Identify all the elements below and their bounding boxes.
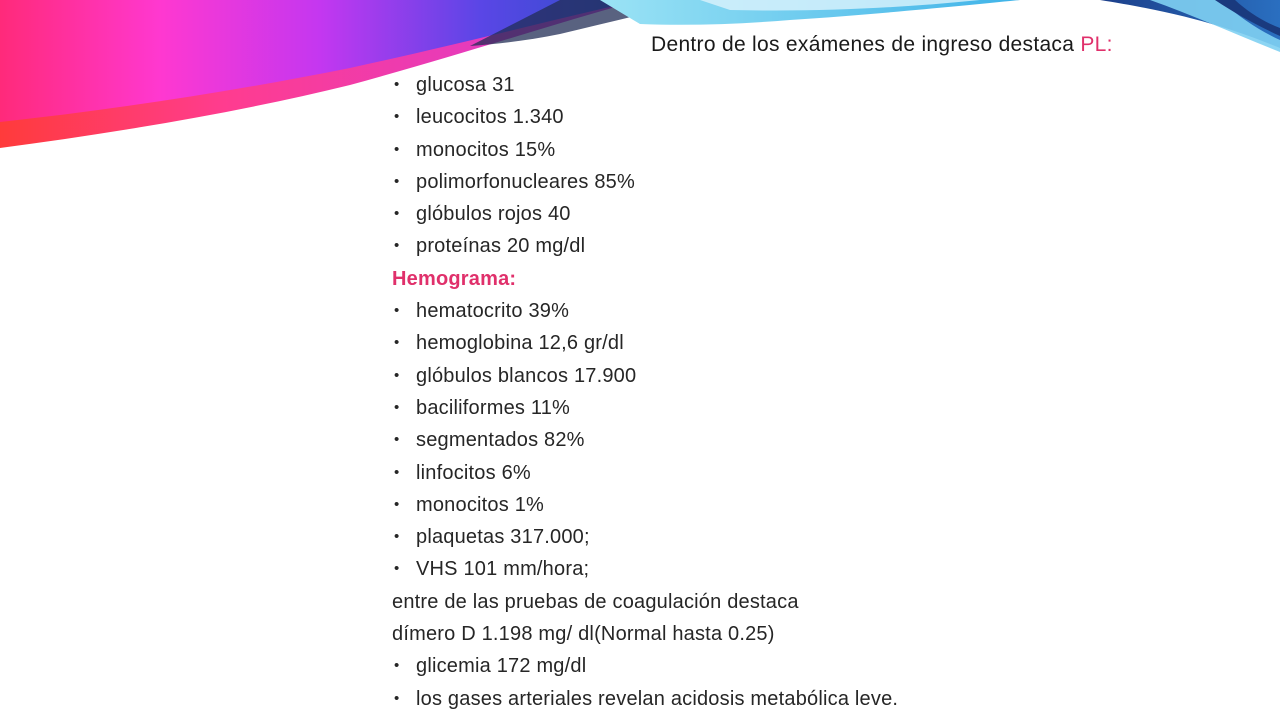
text-line: entre de las pruebas de coagulación destaca [392, 590, 799, 613]
list-item: • glóbulos blancos 17.900 [392, 360, 1252, 392]
lab-results-list [392, 69, 1252, 715]
slide-title-accent: PL: [1080, 33, 1113, 56]
list-item: • leucocitos 1.340 [392, 101, 1252, 133]
list-item: • hematocrito 39% [392, 295, 1252, 327]
text-line: dímero D 1.198 mg/ dl(Normal hasta 0.25) [392, 623, 775, 646]
list-item: • plaquetas 317.000; [392, 521, 1252, 553]
slide-title [651, 33, 1113, 57]
list-item: • monocitos 15% [392, 134, 1252, 166]
list-item: • baciliformes 11% [392, 392, 1252, 424]
list-item: • glicemia 172 mg/dl [392, 650, 1252, 682]
slide-title-text: Dentro de los exámenes de ingreso destaca [651, 33, 1075, 56]
list-item: • segmentados 82% [392, 424, 1252, 456]
list-item: • monocitos 1% [392, 489, 1252, 521]
list-item: • glóbulos rojos 40 [392, 198, 1252, 230]
section-heading: Hemograma: [392, 267, 517, 290]
list-item: • los gases arteriales revelan acidosis metabólica leve. [392, 683, 1252, 715]
list-item: • hemoglobina 12,6 gr/dl [392, 327, 1252, 359]
list-item: • linfocitos 6% [392, 457, 1252, 489]
list-item: • glucosa 31 [392, 69, 1252, 101]
list-item: • VHS 101 mm/hora; [392, 553, 1252, 585]
list-item: • proteínas 20 mg/dl [392, 230, 1252, 262]
list-item: • polimorfonucleares 85% [392, 166, 1252, 198]
